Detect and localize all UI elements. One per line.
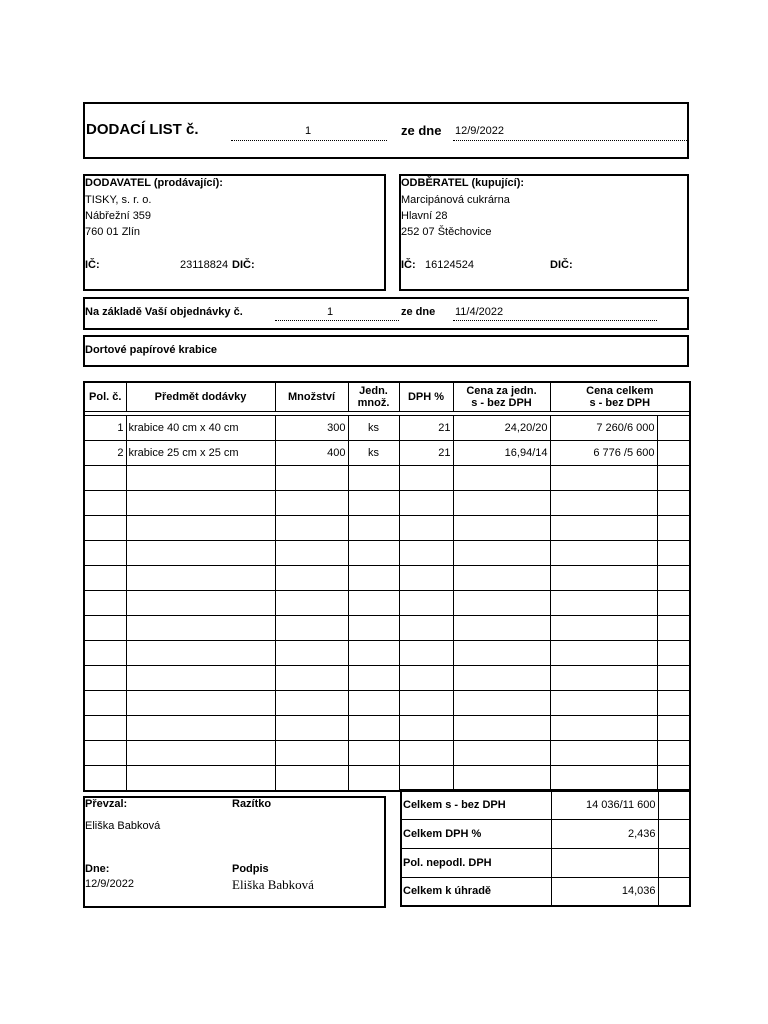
empty-cell xyxy=(657,591,690,616)
empty-cell xyxy=(657,541,690,566)
items-table xyxy=(83,381,691,792)
empty-table-row xyxy=(84,666,690,691)
empty-cell xyxy=(348,541,399,566)
empty-table-row xyxy=(84,541,690,566)
empty-cell xyxy=(275,716,348,741)
order-number-line xyxy=(275,320,399,321)
sign-label: Podpis xyxy=(232,863,269,875)
empty-cell xyxy=(275,616,348,641)
empty-cell xyxy=(657,491,690,516)
empty-table-row xyxy=(84,591,690,616)
empty-table-row xyxy=(84,691,690,716)
empty-cell xyxy=(550,541,657,566)
cell-vat: 21 xyxy=(399,416,453,441)
received-date: 12/9/2022 xyxy=(85,878,134,890)
subtotal-value: 14 036/11 600 xyxy=(551,790,658,819)
empty-cell xyxy=(399,541,453,566)
cell-qty: 300 xyxy=(275,416,348,441)
supplier-heading: DODAVATEL (prodávající): xyxy=(85,177,223,189)
received-date-label: Dne: xyxy=(85,863,110,875)
empty-cell xyxy=(550,591,657,616)
empty-cell xyxy=(126,691,275,716)
empty-cell xyxy=(550,466,657,491)
empty-cell xyxy=(275,466,348,491)
empty-table-row xyxy=(84,491,690,516)
empty-cell xyxy=(126,716,275,741)
empty-cell xyxy=(126,666,275,691)
document-number: 1 xyxy=(305,125,312,137)
empty-cell xyxy=(550,691,657,716)
empty-cell xyxy=(550,766,657,792)
empty-cell xyxy=(453,616,550,641)
empty-cell xyxy=(275,516,348,541)
empty-cell xyxy=(84,516,126,541)
due-extra xyxy=(658,877,690,906)
empty-cell xyxy=(550,741,657,766)
order-label: Na základě Vaší objednávky č. xyxy=(85,306,243,318)
header-qty: Množství xyxy=(275,382,348,412)
empty-cell xyxy=(348,516,399,541)
empty-table-row xyxy=(84,766,690,792)
customer-heading: ODBĚRATEL (kupující): xyxy=(401,177,525,189)
empty-cell xyxy=(126,741,275,766)
empty-cell xyxy=(84,716,126,741)
empty-cell xyxy=(84,666,126,691)
header-total xyxy=(550,382,690,412)
header-unit xyxy=(348,382,399,412)
totals-row xyxy=(401,819,690,848)
empty-cell xyxy=(657,641,690,666)
empty-cell xyxy=(550,566,657,591)
nonded-extra xyxy=(658,848,690,877)
empty-cell xyxy=(348,616,399,641)
empty-table-row xyxy=(84,716,690,741)
empty-cell xyxy=(399,741,453,766)
due-value: 14,036 xyxy=(551,877,658,906)
supplier-dic-label: DIČ: xyxy=(232,259,255,271)
cell-vat: 21 xyxy=(399,441,453,466)
empty-cell xyxy=(550,616,657,641)
empty-cell xyxy=(126,516,275,541)
empty-cell xyxy=(348,591,399,616)
received-name: Eliška Babková xyxy=(85,820,161,832)
empty-cell xyxy=(348,716,399,741)
empty-cell xyxy=(453,491,550,516)
customer-city: 252 07 Štěchovice xyxy=(401,226,492,238)
empty-cell xyxy=(84,691,126,716)
empty-cell xyxy=(348,741,399,766)
totals-row xyxy=(401,790,690,819)
supplier-name: TISKY, s. r. o. xyxy=(85,194,152,206)
order-date: 11/4/2022 xyxy=(455,306,504,318)
cell-qty: 400 xyxy=(275,441,348,466)
empty-cell xyxy=(84,616,126,641)
empty-cell xyxy=(126,491,275,516)
empty-cell xyxy=(84,541,126,566)
empty-cell xyxy=(275,666,348,691)
empty-cell xyxy=(84,591,126,616)
supplier-ic-value: 23118824 xyxy=(180,259,229,271)
empty-cell xyxy=(275,566,348,591)
empty-cell xyxy=(550,666,657,691)
empty-cell xyxy=(275,691,348,716)
header-unit-line2: množ. xyxy=(357,397,390,409)
empty-cell xyxy=(348,666,399,691)
empty-cell xyxy=(399,691,453,716)
empty-table-row xyxy=(84,616,690,641)
empty-cell xyxy=(657,766,690,792)
empty-cell xyxy=(453,641,550,666)
empty-cell xyxy=(657,716,690,741)
empty-cell xyxy=(275,766,348,792)
empty-table-row xyxy=(84,566,690,591)
vat-extra xyxy=(658,819,690,848)
date-label: ze dne xyxy=(401,123,442,138)
cell-total: 6 776 /5 600 xyxy=(550,441,657,466)
empty-cell xyxy=(84,566,126,591)
empty-cell xyxy=(657,741,690,766)
empty-cell xyxy=(657,666,690,691)
number-line xyxy=(231,140,387,141)
header-pol: Pol. č. xyxy=(84,382,126,412)
subtotal-label: Celkem s - bez DPH xyxy=(401,790,551,819)
empty-cell xyxy=(399,491,453,516)
empty-cell xyxy=(399,591,453,616)
empty-cell xyxy=(126,616,275,641)
empty-cell xyxy=(550,491,657,516)
empty-cell xyxy=(275,741,348,766)
empty-rows xyxy=(84,466,690,792)
customer-dic-label: DIČ: xyxy=(550,259,573,271)
nonded-label: Pol. nepodl. DPH xyxy=(401,848,551,877)
header-total-line2: s - bez DPH xyxy=(589,397,651,409)
document-date: 12/9/2022 xyxy=(455,125,504,137)
empty-cell xyxy=(275,491,348,516)
order-number: 1 xyxy=(327,306,334,318)
empty-cell xyxy=(348,566,399,591)
empty-cell xyxy=(348,466,399,491)
order-date-line xyxy=(453,320,657,321)
totals-row xyxy=(401,877,690,906)
due-label: Celkem k úhradě xyxy=(401,877,551,906)
empty-cell xyxy=(348,491,399,516)
empty-cell xyxy=(84,491,126,516)
date-line xyxy=(453,140,689,141)
empty-cell xyxy=(84,741,126,766)
empty-cell xyxy=(453,516,550,541)
empty-table-row xyxy=(84,466,690,491)
empty-cell xyxy=(275,541,348,566)
empty-table-row xyxy=(84,641,690,666)
cell-unit-price: 16,94/14 xyxy=(453,441,550,466)
order-date-label: ze dne xyxy=(401,306,436,318)
empty-cell xyxy=(399,716,453,741)
header-vat: DPH % xyxy=(399,382,453,412)
empty-cell xyxy=(657,566,690,591)
supplier-street: Nábřežní 359 xyxy=(85,210,152,222)
totals-row xyxy=(401,848,690,877)
nonded-value xyxy=(551,848,658,877)
empty-cell xyxy=(348,641,399,666)
empty-cell xyxy=(453,741,550,766)
cell-extra xyxy=(657,416,690,441)
empty-cell xyxy=(348,691,399,716)
supplier-city: 760 01 Zlín xyxy=(85,226,141,238)
header-total-line1: Cena celkem xyxy=(586,385,654,397)
empty-cell xyxy=(275,641,348,666)
empty-cell xyxy=(399,641,453,666)
cell-item: krabice 25 cm x 25 cm xyxy=(126,441,275,466)
customer-street: Hlavní 28 xyxy=(401,210,448,222)
table-row xyxy=(84,416,690,441)
empty-cell xyxy=(126,641,275,666)
signature: Eliška Babková xyxy=(232,877,314,892)
empty-cell xyxy=(84,766,126,792)
empty-cell xyxy=(550,641,657,666)
subtotal-extra xyxy=(658,790,690,819)
totals-table xyxy=(400,789,691,907)
empty-cell xyxy=(399,466,453,491)
cell-unit: ks xyxy=(348,441,399,466)
empty-cell xyxy=(126,466,275,491)
header-unit-price-line1: Cena za jedn. xyxy=(466,385,537,397)
vat-value: 2,436 xyxy=(551,819,658,848)
empty-cell xyxy=(84,641,126,666)
supplier-ic-label: IČ: xyxy=(85,259,100,271)
empty-cell xyxy=(453,716,550,741)
empty-cell xyxy=(275,591,348,616)
cell-pol: 2 xyxy=(84,441,126,466)
cell-total: 7 260/6 000 xyxy=(550,416,657,441)
empty-cell xyxy=(453,766,550,792)
customer-ic-value: 16124524 xyxy=(425,259,474,271)
empty-cell xyxy=(453,591,550,616)
empty-cell xyxy=(348,766,399,792)
empty-cell xyxy=(126,591,275,616)
empty-cell xyxy=(399,766,453,792)
empty-cell xyxy=(657,466,690,491)
empty-cell xyxy=(453,541,550,566)
empty-cell xyxy=(657,691,690,716)
empty-cell xyxy=(453,666,550,691)
header-unit-price xyxy=(453,382,550,412)
empty-cell xyxy=(453,566,550,591)
customer-ic-label: IČ: xyxy=(401,259,416,271)
empty-table-row xyxy=(84,516,690,541)
document-title: DODACÍ LIST č. xyxy=(86,121,199,138)
empty-cell xyxy=(126,541,275,566)
cell-item: krabice 40 cm x 40 cm xyxy=(126,416,275,441)
cell-pol: 1 xyxy=(84,416,126,441)
empty-cell xyxy=(550,516,657,541)
empty-cell xyxy=(84,466,126,491)
received-label: Převzal: xyxy=(85,798,128,810)
cell-unit: ks xyxy=(348,416,399,441)
empty-cell xyxy=(399,566,453,591)
description-text: Dortové papírové krabice xyxy=(85,344,218,356)
customer-name: Marcipánová cukrárna xyxy=(401,194,510,206)
empty-cell xyxy=(657,516,690,541)
empty-cell xyxy=(453,691,550,716)
cell-unit-price: 24,20/20 xyxy=(453,416,550,441)
header-unit-line1: Jedn. xyxy=(359,385,388,397)
empty-cell xyxy=(657,616,690,641)
vat-label: Celkem DPH % xyxy=(401,819,551,848)
table-row xyxy=(84,441,690,466)
empty-cell xyxy=(453,466,550,491)
empty-cell xyxy=(126,566,275,591)
empty-table-row xyxy=(84,741,690,766)
empty-cell xyxy=(399,516,453,541)
cell-extra xyxy=(657,441,690,466)
empty-cell xyxy=(550,716,657,741)
empty-cell xyxy=(126,766,275,792)
empty-cell xyxy=(399,616,453,641)
header-item: Předmět dodávky xyxy=(126,382,275,412)
table-header-row xyxy=(84,382,690,412)
header-unit-price-line2: s - bez DPH xyxy=(471,397,532,409)
empty-cell xyxy=(399,666,453,691)
stamp-label: Razítko xyxy=(232,798,272,810)
